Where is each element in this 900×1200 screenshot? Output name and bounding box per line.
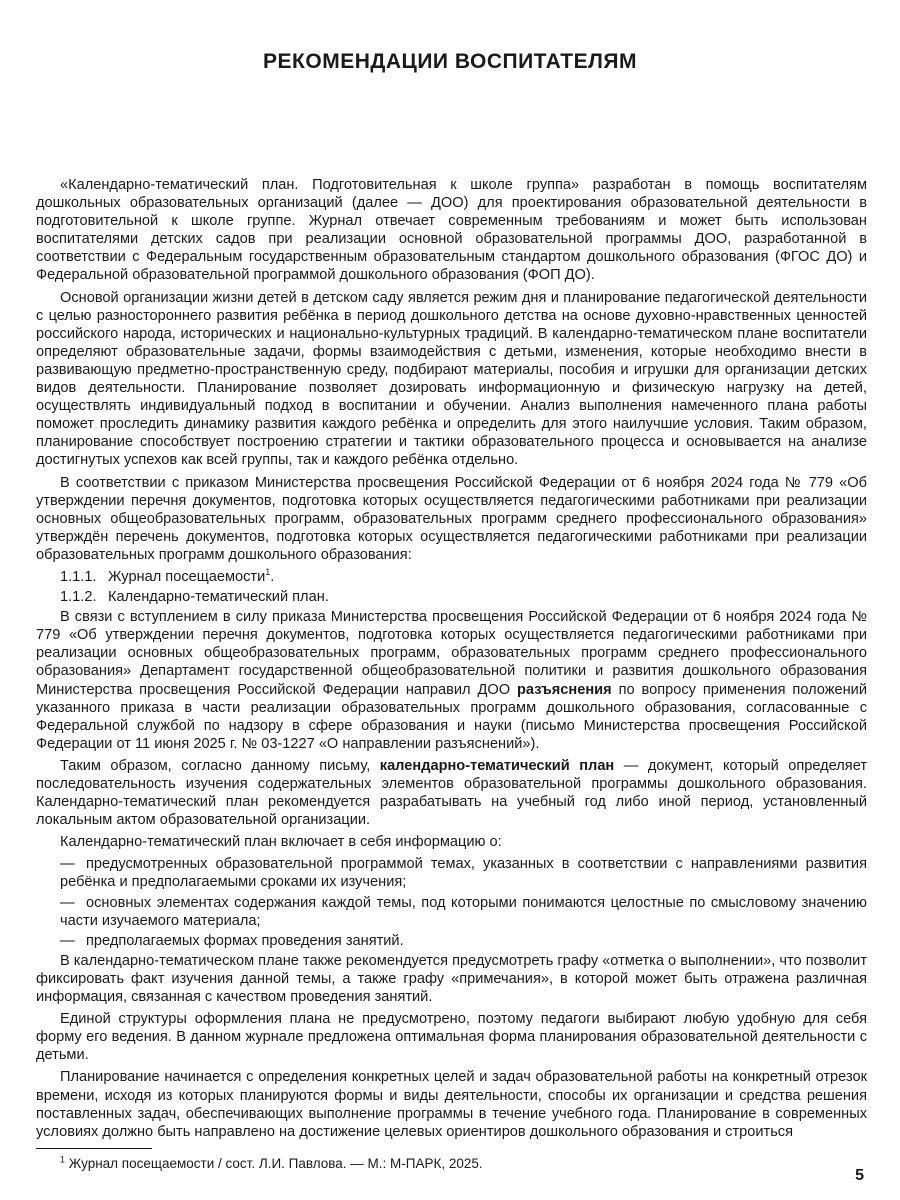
paragraph-order-779: В соответствии с приказом Министерства просвещения Российской Федерации от 6 ноября 2024 года № 779 «Об утверждении перечня документов, подготовка которых осуществляется педагогическими работниками при реализации основных общеобразовательных программ, образовательных программ среднего профессионального образования» утверждён перечень документов, подготовка которых осуществляется педагогическими работниками при реализации образовательных программ дошкольного образования: — [36, 474, 867, 563]
emphasis-text: календарно-тематический план — [379, 757, 615, 774]
paragraph-text: по вопросу применения положений указанного приказа в части реализации образовательных программ дошкольного образования, согласованные с Федеральной службой по надзору в сфере образования и науки (письмо Министерства просвещения Российской Федерации от 11 июня 2025 г. № 03-1227 «О направлении разъяснений»). — [36, 681, 867, 752]
list-number: 1.1.2. — [60, 589, 97, 606]
dash-mark: — — [60, 894, 75, 911]
paragraph-text: В связи с вступлением в силу приказа Министерства просвещения Российской Федерации от 6 ноября 2024 года № 779 «Об утверждении перечня документов, подготовка которых осуществляется педагогическими работниками при реализации основных общеобразовательных программ, образовательных программ среднего профессионального образования» Департамент государственной общеобразовательной политики и развития дошкольного образования Министерства просвещения Российской Федерации направил ДОО — [36, 609, 867, 698]
footnote-divider — [36, 1148, 152, 1149]
paragraph-planning-basis: Основой организации жизни детей в детском саду является режим дня и планирование педагогической деятельности с целью разностороннего развития ребёнка в период дошкольного детства на основе духовно-нравственных ценностей российского народа, исторических и национально-культурных традиций. В календарно-тематическом плане воспитатели определяют образовательные задачи, формы взаимодействия с детьми, изменения, которые необходимо внести в развивающую предметно-пространственную среду, подбирают материалы, пособия и игрушки для организации детских видов деятельности. Планирование позволяет дозировать информационную и физическую нагрузку на детей, осуществлять индивидуальный подход в воспитании и обучении. Анализ выполнения намеченного плана работы поможет проследить динамику развития каждого ребёнка и определить для этого наилучшие условия. Таким образом, планирование способствует построению стратегии и тактики образовательного процесса и основывается на анализе достигнутых успехов как всей группы, так и каждого ребёнка отдельно. — [36, 289, 867, 469]
list-item-text: предполагаемых формах проведения занятий. — [86, 932, 404, 949]
emphasis-text: разъяснения — [517, 681, 612, 698]
list-item — [36, 932, 867, 950]
list-item-text: основных элементах содержания каждой темы, под которыми понимаются целостные по смысловому значению части изучаемого материала; — [60, 894, 867, 929]
page-number: 5 — [855, 1167, 864, 1184]
footnote-text: Журнал посещаемости / сост. Л.И. Павлова. — М.: М-ПАРК, 2025. — [68, 1156, 483, 1171]
list-item-text: предусмотренных образовательной программой темах, указанных в соответствии с направлениями развития ребёнка и предполагаемыми сроками их изучения; — [60, 856, 867, 891]
footnote — [60, 1156, 483, 1171]
paragraph-intro: «Календарно-тематический план. Подготовительная к школе группа» разработан в помощь воспитателям дошкольных образовательных организаций (далее — ДОО) для проектирования образовательной деятельности в подготовительной к школе группе. Журнал отвечает современным требованиям и может быть использован воспитателями детских садов при реализации основной образовательной программы ДОО, разработанной в соответствии с Федеральным государственным образовательным стандартом дошкольного образования (ФГОС ДО) и Федеральной образовательной программой дошкольного образования (ФОП ДО). — [36, 177, 867, 284]
paragraph-text: Таким образом, согласно данному письму, — [60, 757, 371, 774]
page-title: РЕКОМЕНДАЦИИ ВОСПИТАТЕЛЯМ — [263, 50, 637, 73]
footnote-ref[interactable]: 1 — [265, 567, 271, 578]
list-item — [36, 568, 867, 586]
list-item-end: . — [270, 568, 275, 585]
list-number: 1.1.1. — [60, 568, 97, 585]
paragraph-columns: В календарно-тематическом плане также рекомендуется предусмотреть графу «отметка о выполнении», что позволит фиксировать факт изучения данной темы, а также графу «примечания», в которой может быть отражена различная информация, связанная с качеством проведения занятий. — [36, 952, 867, 1006]
list-item-text: Журнал посещаемости — [108, 568, 266, 585]
list-item — [36, 588, 867, 606]
footnote-marker: 1 — [60, 1154, 66, 1165]
paragraph-definition — [36, 757, 867, 829]
paragraph-clarifications — [36, 608, 867, 753]
list-item — [36, 894, 867, 930]
paragraph-text: — документ, который определяет последовательность изучения содержательных элементов образовательной программы дошкольного образования. Календарно-тематический план рекомендуется разрабатывать на учебный год либо иной период, установленный локальным актом образовательной организации. — [36, 757, 868, 829]
paragraph-structure: Единой структуры оформления плана не предусмотрено, поэтому педагоги выбирают любую удобную для себя форму его ведения. В данном журнале предложена оптимальная форма планирования образовательной деятельности с детьми. — [36, 1011, 867, 1064]
body-text — [36, 176, 867, 1145]
paragraph-planning-start: Планирование начинается с определения конкретных целей и задач образовательной работы на конкретный отрезок времени, исходя из которых планируются формы и виды деятельности, способы их организации и средства решения поставленных задач, обеспечивающих выполнение программы в течение учебного года. Планирование в современных условиях должно быть направлено на достижение целевых ориентиров дошкольного образования и строиться — [36, 1069, 867, 1140]
dash-mark: — — [60, 932, 75, 949]
list-item — [36, 855, 867, 891]
paragraph-contents-intro: Календарно-тематический план включает в себя информацию о: — [60, 834, 502, 851]
dash-mark: — — [60, 856, 75, 873]
list-item-text: Календарно-тематический план. — [108, 589, 329, 606]
